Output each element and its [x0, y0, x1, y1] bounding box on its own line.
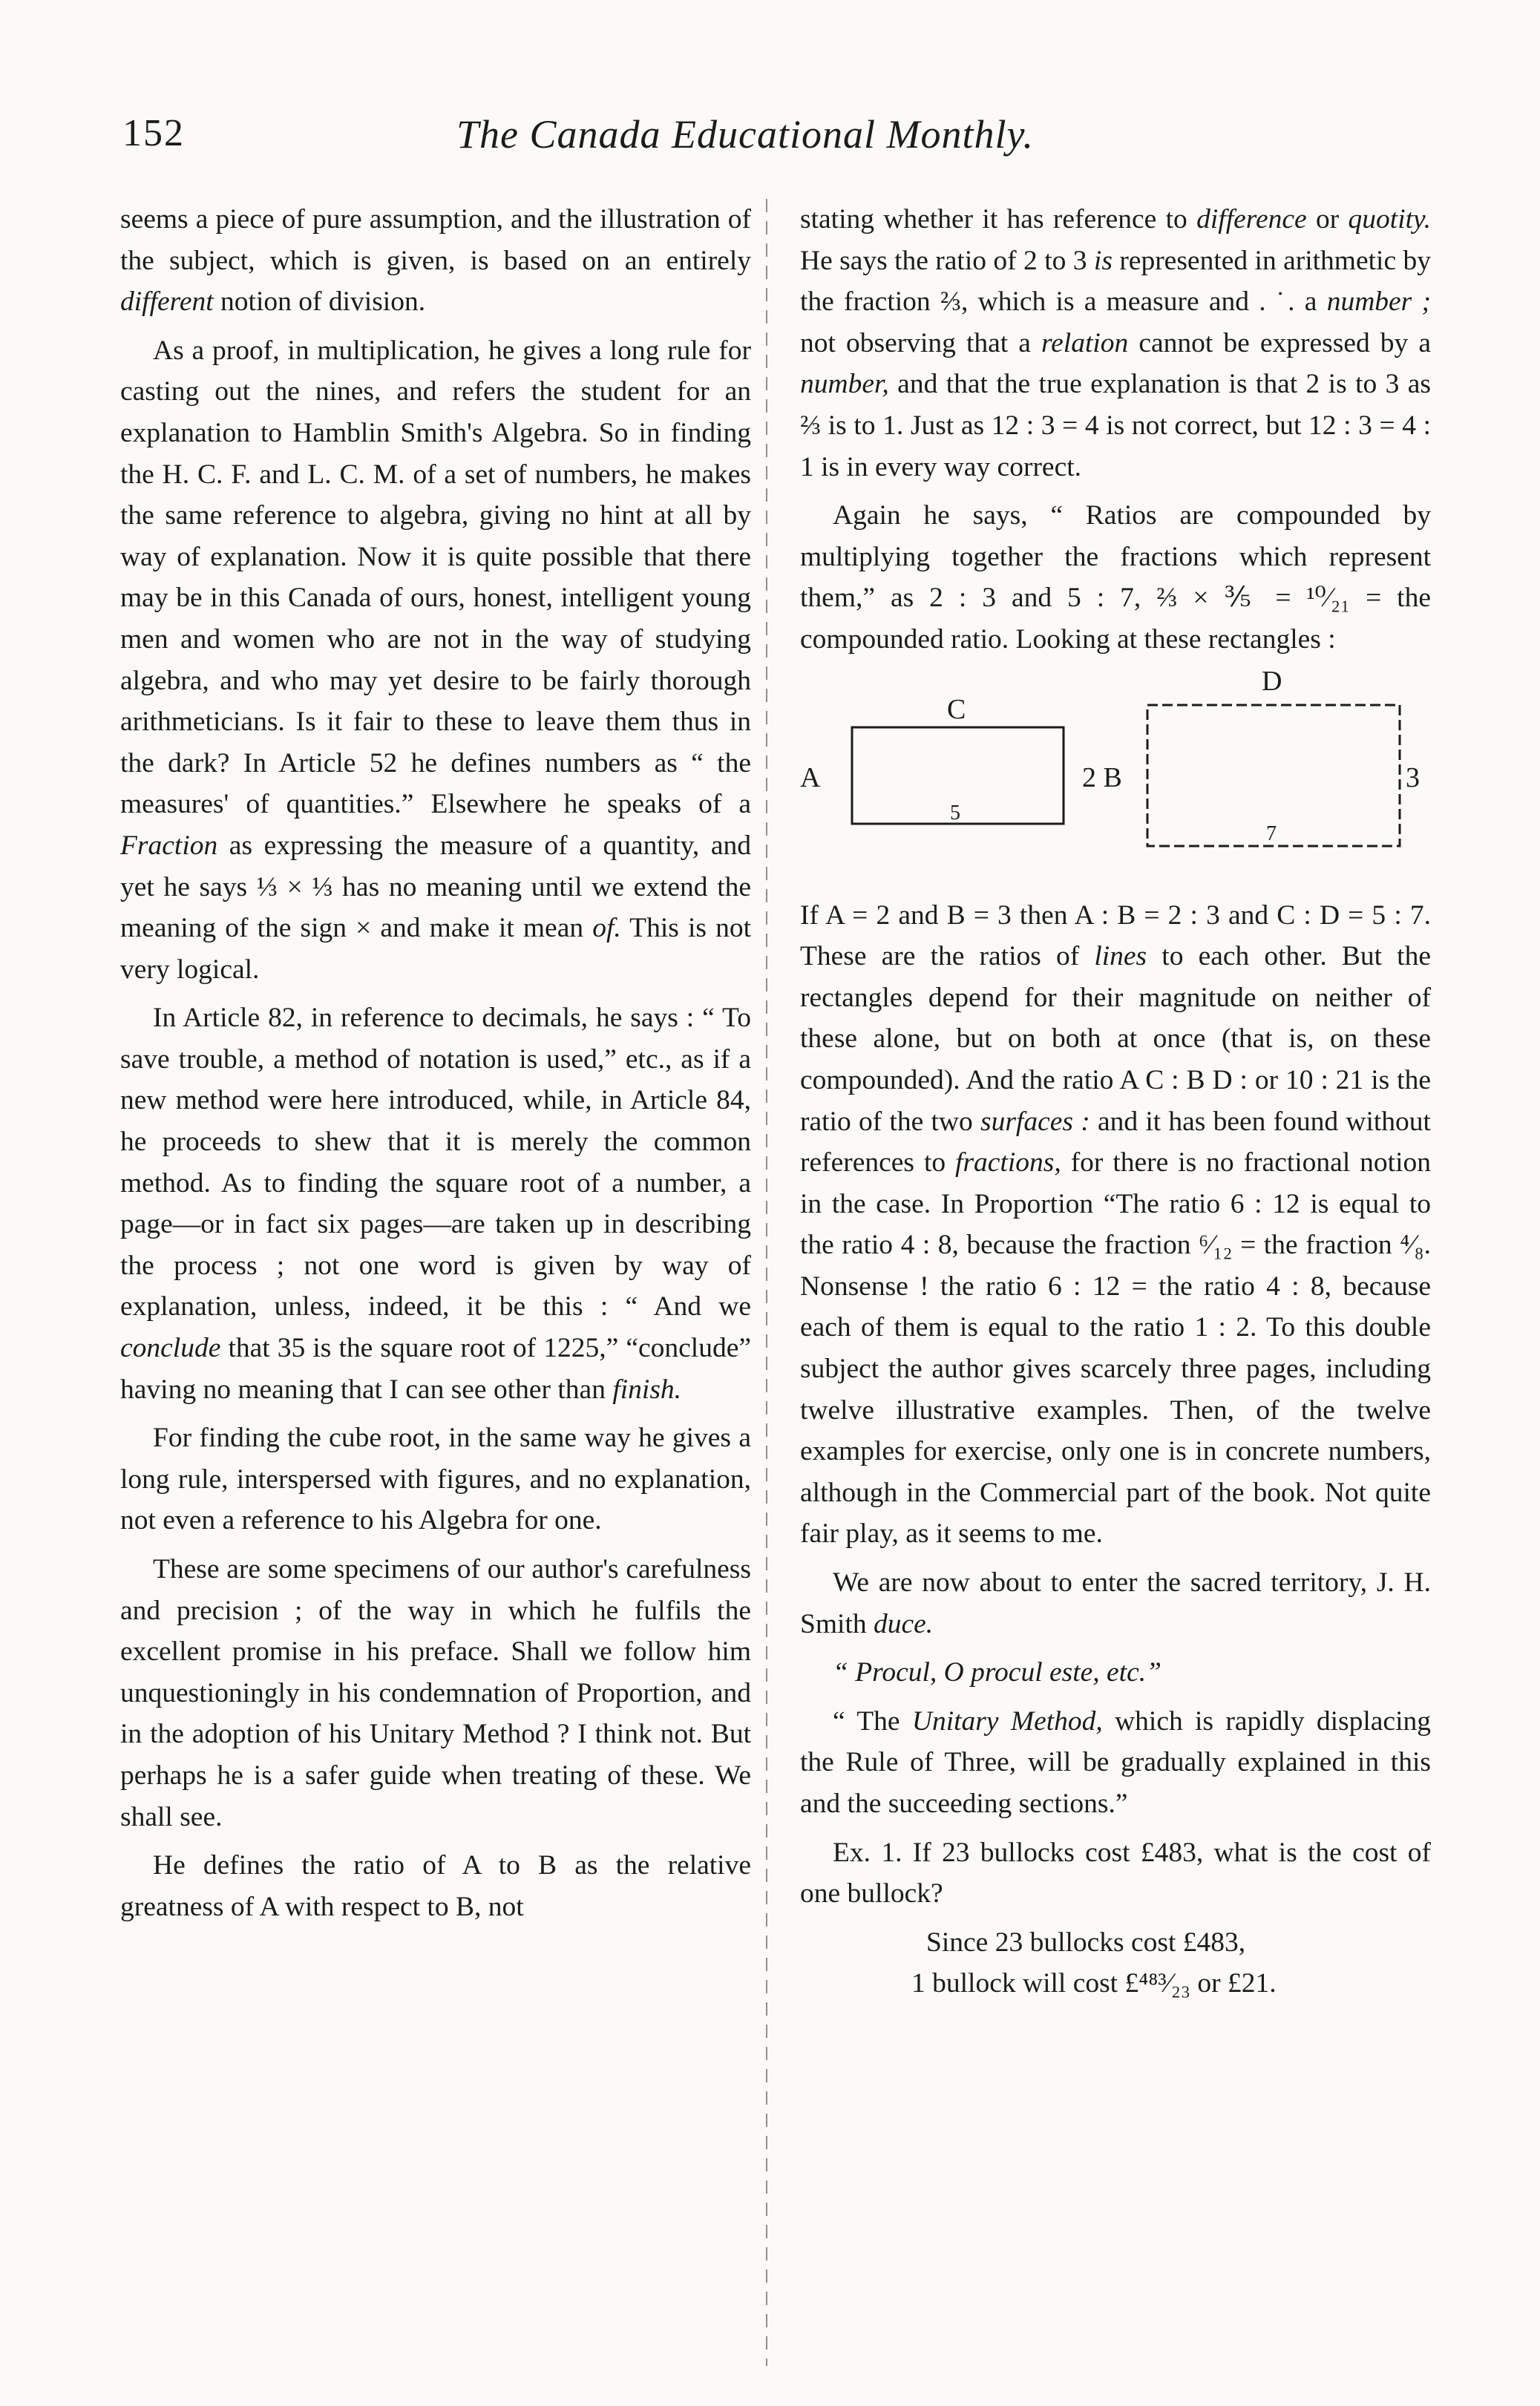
paragraph: He defines the ratio of A to B as the relative greatness of A with respect to B, not	[120, 1850, 751, 1922]
paragraph: In Article 82, in reference to decimals, he says : “ To save trouble, a method of notation is used,” etc., as if a new method were here introduced, while, in Article 84, he proceeds to shew that it is merely the common method. As to finding the square root of a number, a page—or in fact six pages—are taken up in describing the process ; not one word is given by way of explanation, unless, indeed, it be this : “ And we conclude that 35 is the square root of 1225,” “conclude” having no meaning that I can see other than finish.	[120, 1003, 751, 1405]
label-d: D	[1262, 667, 1282, 697]
paragraph: As a proof, in multiplication, he gives a long rule for casting out the nines, and refers the student for an explanation to Hamblin Smith's Algebra. So in finding the H. C. F. and L. C. M. of a set of numbers, he makes the same reference to algebra, giving no hint at all by way of explanation. Now it is quite possible that there may be in this Canada of ours, honest, intelligent young men and women who are not in the way of studying algebra, and who may yet desire to be fairly thorough arithmeticians. Is it fair to these to leave them thus in the dark? In Article 52 he defines numbers as “ the measures' of quantities.” Elsewhere he speaks of a Fraction as expressing the measure of a quantity, and yet he says ⅓ × ⅓ has no meaning until we extend the meaning of the sign × and make it mean of. This is not very logical.	[120, 335, 752, 985]
worked-line: 1 bullock will cost £⁴⁸³⁄₂₃ or £21.	[911, 1968, 1277, 1999]
label-three: 3	[1406, 761, 1420, 793]
paragraph: Again he says, “ Ratios are compounded by multiplying together the fractions which represent them,” as 2 : 3 and 5 : 7, ⅔ × ⅗ = ¹⁰⁄₂₁ = the compounded ratio. Looking at these rectangles :	[800, 500, 1431, 655]
paragraph: seems a piece of pure assumption, and the illustration of the subject, which is given, is based on an entirely different notion of division.	[120, 204, 751, 318]
right-column	[800, 199, 1431, 2005]
paragraph: “ The Unitary Method, which is rapidly displacing the Rule of Three, will be gradually explained in this and the succeeding sections.”	[800, 1705, 1431, 1819]
rectangles-diagram	[800, 668, 1431, 883]
label-two-b: 2 B	[1082, 761, 1122, 793]
page-number: 152	[122, 112, 185, 154]
quotation: “ Procul, O procul este, etc.”	[833, 1657, 1161, 1688]
paragraph: stating whether it has reference to difference or quotity. He says the ratio of 2 to 3 is represented in arithmetic by the fraction ⅔, which is a measure and . ˙. a number ; not observing that a relation cannot be expressed by a number, and that the true explanation is that 2 is to 3 as ⅔ is to 1. Just as 12 : 3 = 4 is not correct, but 12 : 3 = 4 : 1 is in every way correct.	[800, 204, 1431, 482]
label-a: A	[800, 761, 821, 793]
left-column	[120, 199, 751, 1935]
paragraph: For finding the cube root, in the same way he gives a long rule, interspersed with figures, and no explanation, not even a reference to his Algebra for one.	[120, 1423, 751, 1536]
label-c: C	[947, 693, 966, 725]
paragraph: Ex. 1. If 23 bullocks cost £483, what is the cost of one bullock?	[800, 1837, 1431, 1910]
running-head	[122, 111, 1451, 171]
label-seven: 7	[1266, 822, 1277, 845]
journal-title: The Canada Educational Monthly.	[456, 112, 1034, 157]
paragraph: These are some specimens of our author's carefulness and precision ; of the way in which he fulfils the excellent promise in his preface. Shall we follow him unquestioningly in his condemnation of Proportion, and in the adoption of his Unitary Method ? I think not. But perhaps he is a safer guide when treating of these. We shall see.	[120, 1554, 751, 1832]
rectangles-figure	[800, 668, 1431, 883]
paragraph: If A = 2 and B = 3 then A : B = 2 : 3 and C : D = 5 : 7. These are the ratios of lines to each other. But the rectangles depend for their magnitude on neither of these alone, but on both at once (that is, on these compounded). And the ratio A C : B D : or 10 : 21 is the ratio of the two surfaces : and it has been found without references to fractions, for there is no fractional notion in the case. In Proportion “The ratio 6 : 12 is equal to the ratio 4 : 8, because the fraction ⁶⁄₁₂ = the fraction ⁴⁄₈. Nonsense ! the ratio 6 : 12 = the ratio 4 : 8, because each of them is equal to the ratio 1 : 2. To this double subject the author gives scarcely three pages, including twelve illustrative examples. Then, of the twelve examples for exercise, only one is in concrete numbers, although in the Commercial part of the book. Not quite fair play, as it seems to me.	[800, 899, 1431, 1550]
label-five: 5	[950, 801, 960, 825]
paragraph: We are now about to enter the sacred territory, J. H. Smith duce.	[800, 1567, 1431, 1639]
worked-line: Since 23 bullocks cost £483,	[926, 1927, 1246, 1958]
column-divider	[766, 199, 767, 2366]
